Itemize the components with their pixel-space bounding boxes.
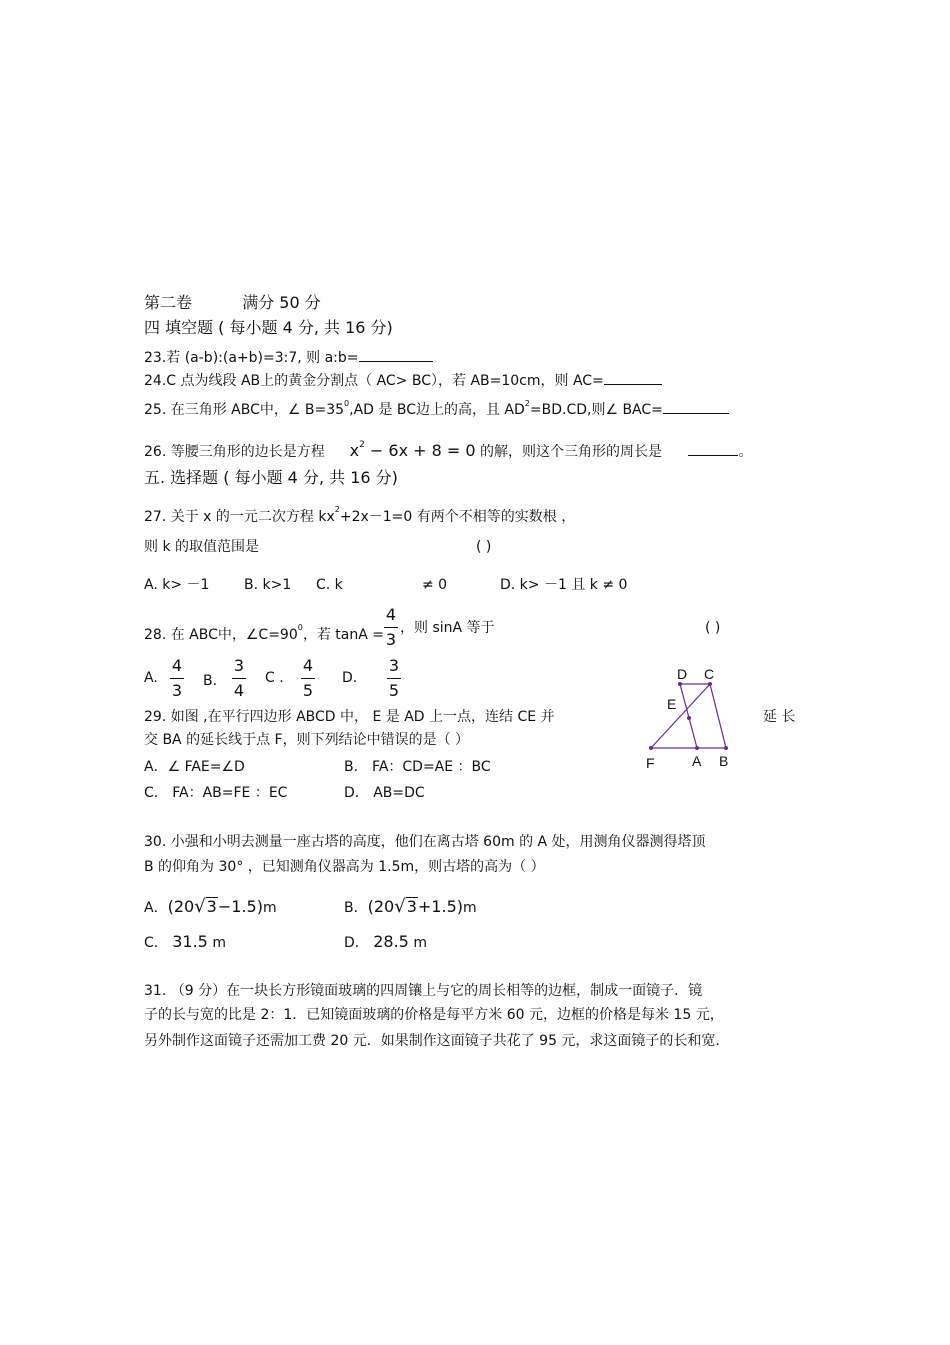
fraction-tan: 4 3: [385, 605, 397, 649]
question-30-line-2: B 的仰角为 30° ，已知测角仪器高为 1.5m，则古塔的高为（ ）: [144, 859, 545, 875]
answer-paren: ( ): [476, 539, 492, 555]
question-29: 29. 如图 ,在平行四边形 ABCD 中， E 是 AD 上一点，连结 CE 并: [144, 709, 555, 725]
question-29-line-1-end: 延 长: [763, 709, 796, 725]
option-d: D． AB=DC: [344, 785, 425, 801]
option-b: B． FA：CD=AE ：BC: [344, 759, 491, 775]
label-C: C: [704, 666, 715, 682]
option-c-label: C .: [265, 670, 284, 686]
option-d-fraction: 3 5: [388, 656, 400, 700]
label-A: A: [692, 753, 702, 769]
label-F: F: [646, 755, 655, 771]
option-c: C． 31.5 m: [144, 932, 226, 951]
option-b: B．(20√3+1.5)m: [344, 896, 477, 917]
question-23: 23.若 (a-b):(a+b)=3:7, 则 a:b=: [144, 347, 433, 367]
answer-blank: [359, 347, 433, 362]
option-b-label: B.: [203, 673, 218, 689]
question-31-line-2: 子的长与宽的比是 2：1．已知镜面玻璃的价格是每平方米 60 元，边框的价格是每米 15 元，: [144, 1007, 724, 1023]
answer-blank: [604, 370, 662, 385]
option-d-label: D.: [342, 670, 358, 686]
option-c: C. k: [316, 577, 343, 593]
question-24: 24.C 点为线段 AB上的黄金分割点（ AC> BC），若 AB=10cm，则 AC=: [144, 370, 662, 390]
option-b: B. k>1: [244, 577, 292, 593]
option-d: D． 28.5 m: [344, 932, 427, 951]
section-5-title: 五. 选择题 ( 每小题 4 分, 共 16 分): [144, 468, 398, 487]
answer-paren: ( ): [705, 620, 721, 636]
option-a: A．∠ FAE=∠D: [144, 759, 245, 775]
question-28: 28. 在 ABC中，$\angle C=90^0$，若 tanA =: [144, 623, 384, 643]
option-a-fraction: 4 3: [171, 656, 183, 700]
volume-score: 满分 50 分: [242, 293, 321, 312]
question-31-line-3: 另外制作这面镜子还需加工费 20 元．如果制作这面镜子共花了 95 元，求这面镜子的长和宽．: [144, 1033, 730, 1049]
option-a: A. k> －1: [144, 577, 210, 593]
option-b-fraction: 3 4: [233, 656, 245, 700]
option-a: A．(20√3−1.5)m: [144, 896, 277, 917]
equation: $x^2 - 6x + 8 = 0$: [349, 440, 476, 460]
option-a-label: A.: [144, 670, 158, 686]
label-D: D: [677, 666, 688, 682]
volume-title: 第二卷: [144, 293, 193, 312]
option-c: C． FA：AB=FE ：EC: [144, 785, 288, 801]
question-26: 26. 等腰三角形的边长是方程 $x^2 - 6x + 8 = 0$ 的解，则这个三角形的周长是 。: [144, 440, 753, 460]
label-E: E: [667, 696, 677, 712]
question-30: 30. 小强和小明去测量一座古塔的高度，他们在离古塔 60m 的 A 处，用测角仪器测得塔顶: [144, 834, 706, 850]
question-31: 31. （9 分）在一块长方形镜面玻璃的四周镶上与它的周长相等的边框，制成一面镜子．镜: [144, 983, 703, 999]
section-4-title: 四 填空题 ( 每小题 4 分, 共 16 分): [144, 318, 393, 337]
option-c-cond: ≠ 0: [422, 577, 448, 593]
question-28-end: ，则 sinA 等于: [400, 620, 495, 636]
question-25: 25. 在三角形 ABC中，∠ $B=35^0,AD$ 是 BC边上的高，且 $AD^2=BD.CD$,则∠ BAC=: [144, 395, 729, 419]
option-c-fraction: 4 5: [302, 656, 314, 700]
answer-blank: [663, 399, 729, 414]
label-B: B: [719, 753, 729, 769]
section-title: [144, 294, 321, 312]
option-d: D. k> －1 且 k ≠ 0: [500, 577, 628, 593]
parallelogram-figure: [640, 662, 740, 774]
question-27-line-2: 则 k 的取值范围是: [144, 539, 260, 555]
question-29-line-2: 交 BA 的延长线于点 F，则下列结论中错误的是（ ）: [144, 732, 470, 748]
question-27: 27. 关于 x 的一元二次方程 $kx^2+2x-1=0$ 有两个不相等的实数根 ，: [144, 505, 576, 525]
answer-blank: [688, 441, 738, 456]
